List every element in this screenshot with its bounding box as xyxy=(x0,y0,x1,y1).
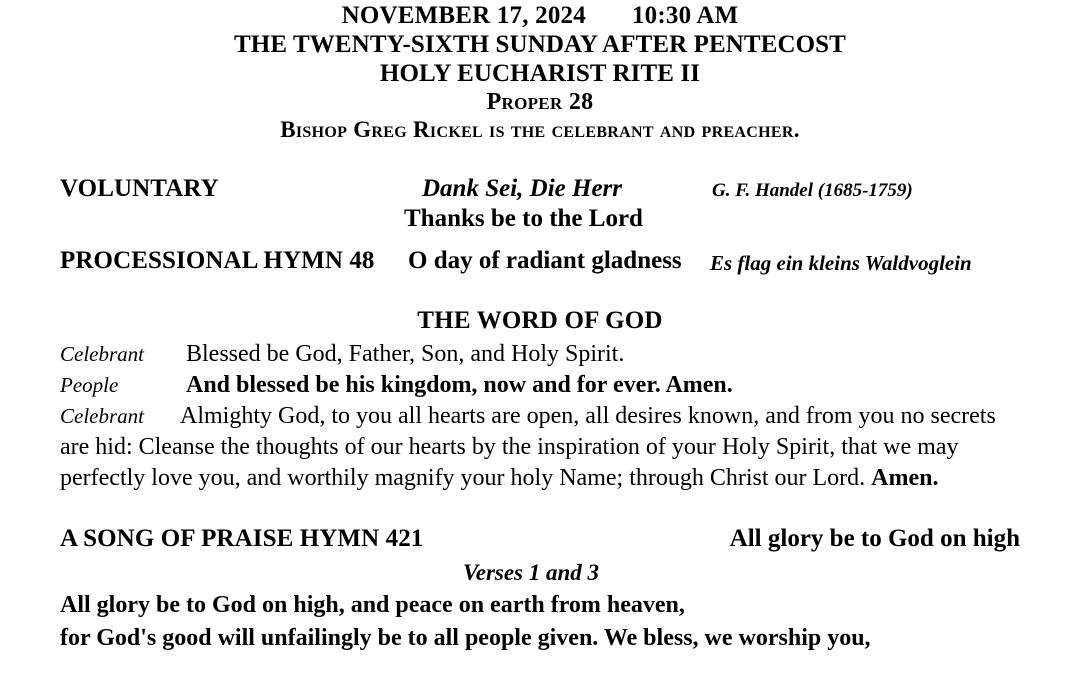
song-of-praise-label: A SONG OF PRAISE HYMN 421 xyxy=(60,525,424,552)
voluntary-title: Dank Sei, Die Herr xyxy=(422,175,622,202)
dialogue-row xyxy=(60,339,1020,370)
proper-designation: Proper 28 xyxy=(486,89,594,115)
song-of-praise-section xyxy=(60,524,1020,556)
prayer-text: Almighty God, to you all hearts are open, all desires known, and from you no secrets are hid: Cleanse the thoughts of our hearts by the inspiration of your Holy Spirit, that we may perfectly love you, and worthily magnify your holy Name; through Christ our Lord. xyxy=(60,403,996,491)
song-of-praise-title: All glory be to God on high xyxy=(729,525,1020,552)
speaker-label: Celebrant xyxy=(60,404,144,428)
canticle-line: All glory be to God on high, and peace on earth from heaven, xyxy=(60,592,685,618)
prayer-amen: Amen. xyxy=(871,465,939,491)
service-date: NOVEMBER 17, 2024 xyxy=(341,2,586,29)
voluntary-translation: Thanks be to the Lord xyxy=(404,205,643,232)
voluntary-section xyxy=(60,174,1020,236)
opening-acclamation xyxy=(60,339,1020,401)
liturgical-season: THE TWENTY-SIXTH SUNDAY AFTER PENTECOST xyxy=(234,31,846,58)
canticle-line: for God's good will unfailingly be to all people given. We bless, we worship you, xyxy=(60,625,871,651)
processional-hymn-tune: Es flag ein kleins Waldvoglein xyxy=(710,251,972,275)
dialogue-row xyxy=(60,370,1020,401)
officiant-note: Bishop Greg Rickel is the celebrant and preacher. xyxy=(280,117,800,142)
song-of-praise-verses: Verses 1 and 3 xyxy=(462,560,600,585)
speaker-label: People xyxy=(60,373,119,397)
service-time: 10:30 AM xyxy=(631,2,739,29)
collect-for-purity xyxy=(60,401,1020,494)
voluntary-composer: G. F. Handel (1685-1759) xyxy=(712,180,913,201)
processional-hymn-label: PROCESSIONAL HYMN 48 xyxy=(60,247,375,274)
processional-hymn-title: O day of radiant gladness xyxy=(408,247,682,274)
spoken-text: And blessed be his kingdom, now and for ever. Amen. xyxy=(186,372,733,398)
voluntary-label: VOLUNTARY xyxy=(60,175,219,202)
service-date-time-line xyxy=(60,2,1020,30)
service-masthead xyxy=(60,0,1020,144)
spoken-text: Blessed be God, Father, Son, and Holy Spirit. xyxy=(186,341,625,367)
service-rite: HOLY EUCHARIST RITE II xyxy=(379,60,701,87)
speaker-label: Celebrant xyxy=(60,342,144,366)
word-of-god-heading: THE WORD OF GOD xyxy=(417,307,663,334)
processional-hymn-section xyxy=(60,246,1020,278)
